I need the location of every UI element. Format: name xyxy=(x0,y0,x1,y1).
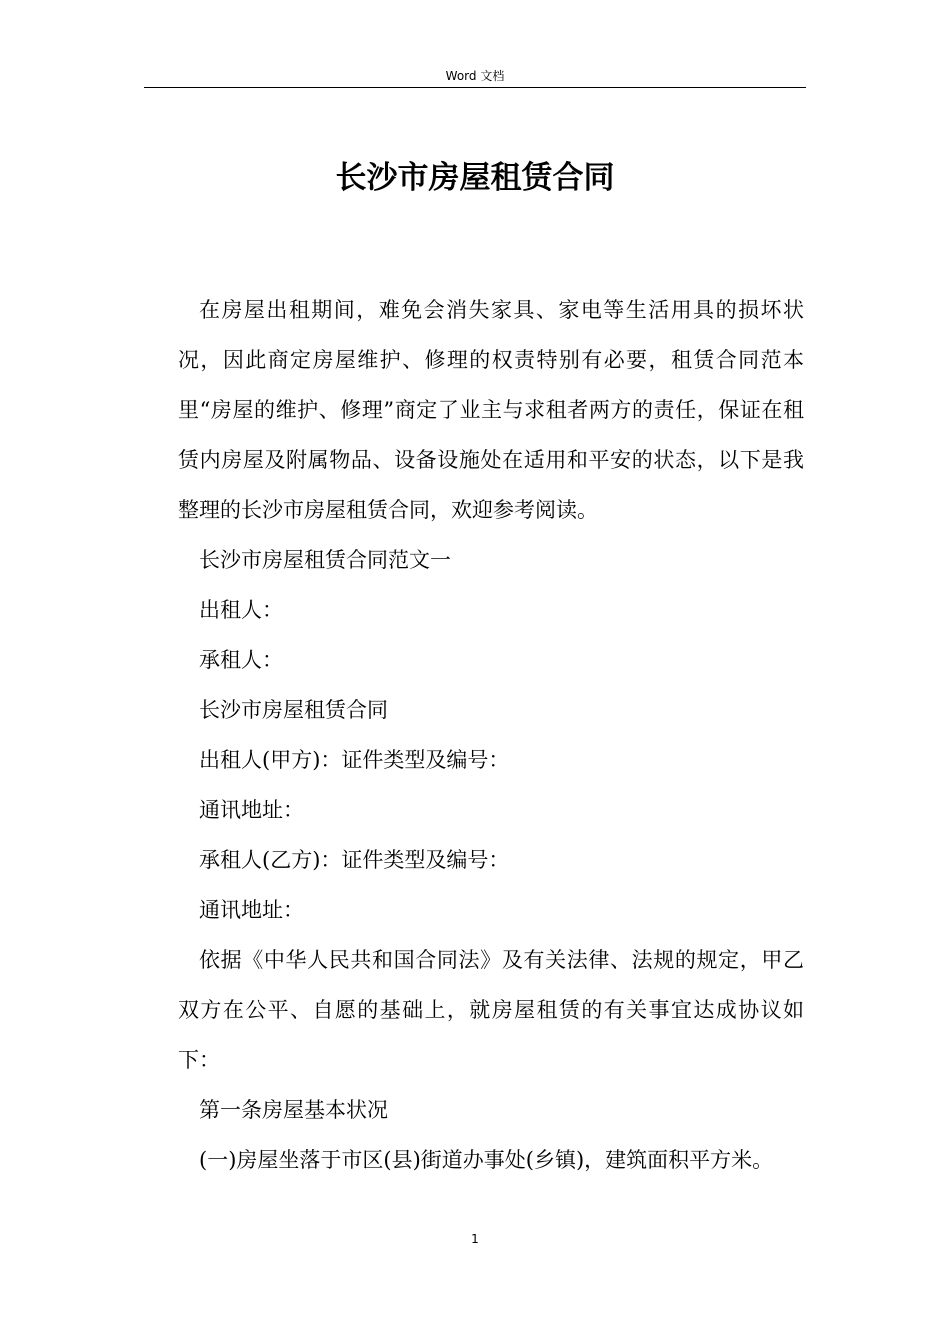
paragraph-party-b: 承租人(乙方)：证件类型及编号： xyxy=(199,848,510,872)
paragraph-sample-heading: 长沙市房屋租赁合同范文一 xyxy=(199,548,451,572)
document-body xyxy=(178,285,804,1185)
paragraph-contract-title: 长沙市房屋租赁合同 xyxy=(199,698,388,722)
paragraph-legal-basis: 依据《中华人民共和国合同法》及有关法律、法规的规定，甲乙双方在公平、自愿的基础上，就房屋租赁的有关事宜达成协议如下： xyxy=(178,948,804,1072)
page-header: Word 文档 xyxy=(445,69,505,83)
paragraph-article-one: 第一条房屋基本状况 xyxy=(199,1098,388,1122)
paragraph-lessee: 承租人： xyxy=(199,648,283,672)
document-title: 长沙市房屋租赁合同 xyxy=(335,160,615,196)
page-number: 1 xyxy=(471,1232,479,1246)
paragraph-property-location: (一)房屋坐落于市区(县)街道办事处(乡镇)，建筑面积平方米。 xyxy=(199,1148,774,1172)
paragraph-intro: 在房屋出租期间，难免会消失家具、家电等生活用具的损坏状况，因此商定房屋维护、修理的权责特别有必要，租赁合同范本里“房屋的维护、修理”商定了业主与求租者两方的责任，保证在租赁内房屋及附属物品、设备设施处在适用和平安的状态，以下是我整理的长沙市房屋租赁合同，欢迎参考阅读。 xyxy=(178,298,804,522)
paragraph-party-a-address: 通讯地址： xyxy=(199,798,304,822)
paragraph-lessor: 出租人： xyxy=(199,598,283,622)
paragraph-party-b-address: 通讯地址： xyxy=(199,898,304,922)
paragraph-party-a: 出租人(甲方)：证件类型及编号： xyxy=(199,748,510,772)
header-divider xyxy=(144,87,806,88)
